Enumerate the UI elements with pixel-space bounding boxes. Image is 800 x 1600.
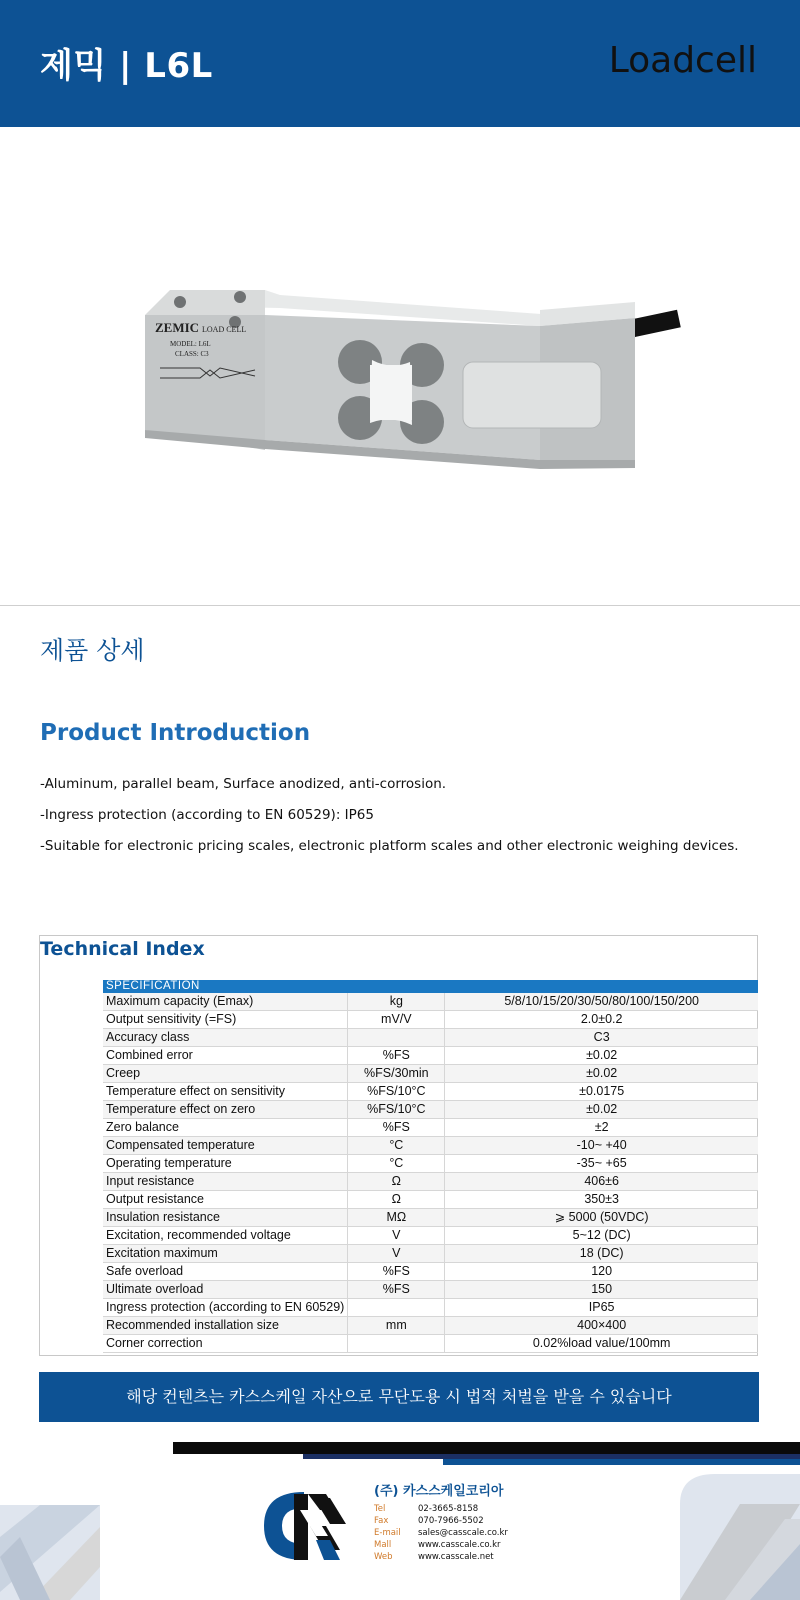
spec-parameter: Input resistance xyxy=(103,1173,348,1191)
spec-row xyxy=(103,1281,758,1299)
contact-row: Web www.casscale.net xyxy=(374,1552,494,1562)
product-category: Loadcell xyxy=(608,40,757,81)
company-name: (주) 카스스케일코리아 xyxy=(374,1484,504,1499)
spec-parameter: Temperature effect on zero xyxy=(103,1101,348,1119)
spec-row xyxy=(103,1119,758,1137)
email-link[interactable]: sales@casscale.co.kr xyxy=(418,1528,508,1538)
spec-row xyxy=(103,1047,758,1065)
spec-parameter: Ultimate overload xyxy=(103,1281,348,1299)
spec-value: ±2 xyxy=(445,1119,758,1137)
spec-row xyxy=(103,1335,758,1353)
spec-value: 5~12 (DC) xyxy=(445,1227,758,1245)
spec-value: ±0.02 xyxy=(445,1047,758,1065)
spec-parameter: Insulation resistance xyxy=(103,1209,348,1227)
spec-value: 400×400 xyxy=(445,1317,758,1335)
spec-row xyxy=(103,1263,758,1281)
spec-row xyxy=(103,1083,758,1101)
decorative-shape-left xyxy=(0,1497,105,1600)
intro-line: -Aluminum, parallel beam, Surface anodized, anti-corrosion. xyxy=(40,776,447,792)
spec-value: 150 xyxy=(445,1281,758,1299)
spec-parameter: Maximum capacity (Emax) xyxy=(103,993,348,1011)
spec-row xyxy=(103,1011,758,1029)
intro-line: -Ingress protection (according to EN 60529): IP65 xyxy=(40,807,374,823)
mall-link[interactable]: www.casscale.co.kr xyxy=(418,1540,501,1550)
contact-row: Fax 070-7966-5502 xyxy=(374,1516,484,1526)
spec-unit: %FS xyxy=(348,1047,445,1065)
spec-value: ⩾ 5000 (50VDC) xyxy=(445,1209,758,1227)
spec-value: ±0.0175 xyxy=(445,1083,758,1101)
intro-heading: Product Introduction xyxy=(40,720,311,746)
spec-parameter: Accuracy class xyxy=(103,1029,348,1047)
spec-row xyxy=(103,1245,758,1263)
contact-row: Tel 02-3665-8158 xyxy=(374,1504,479,1514)
label-brand: ZEMIC xyxy=(155,320,200,335)
spec-parameter: Corner correction xyxy=(103,1335,348,1353)
product-title: 제믹 | L6L xyxy=(40,46,213,86)
spec-value: 18 (DC) xyxy=(445,1245,758,1263)
technical-index-title: Technical Index xyxy=(40,938,205,960)
spec-parameter: Excitation, recommended voltage xyxy=(103,1227,348,1245)
spec-row xyxy=(103,1137,758,1155)
technical-index-panel xyxy=(39,935,758,1356)
spec-unit: %FS xyxy=(348,1263,445,1281)
detail-heading: 제품 상세 xyxy=(40,636,145,665)
spec-row xyxy=(103,1227,758,1245)
spec-row xyxy=(103,1065,758,1083)
spec-value: 5/8/10/15/20/30/50/80/100/150/200 xyxy=(445,993,758,1011)
spec-unit: %FS/30min xyxy=(348,1065,445,1083)
spec-parameter: Combined error xyxy=(103,1047,348,1065)
spec-unit: %FS xyxy=(348,1119,445,1137)
spec-unit: V xyxy=(348,1227,445,1245)
spec-unit: °C xyxy=(348,1137,445,1155)
spec-value: -10~ +40 xyxy=(445,1137,758,1155)
spec-parameter: Creep xyxy=(103,1065,348,1083)
spec-parameter: Excitation maximum xyxy=(103,1245,348,1263)
spec-unit: %FS/10°C xyxy=(348,1101,445,1119)
footer-bar-black xyxy=(173,1442,800,1454)
loadcell-product-image xyxy=(140,270,700,490)
company-logo xyxy=(264,1488,346,1564)
header-banner xyxy=(0,0,800,127)
spec-parameter: Output resistance xyxy=(103,1191,348,1209)
spec-unit: %FS/10°C xyxy=(348,1083,445,1101)
spec-unit: %FS xyxy=(348,1281,445,1299)
spec-row xyxy=(103,1029,758,1047)
spec-value: C3 xyxy=(445,1029,758,1047)
contact-row: Mall www.casscale.co.kr xyxy=(374,1540,501,1550)
spec-parameter: Temperature effect on sensitivity xyxy=(103,1083,348,1101)
footer-bar-blue xyxy=(443,1459,800,1465)
spec-unit: Ω xyxy=(348,1191,445,1209)
spec-header-row xyxy=(103,980,758,993)
spec-parameter: Compensated temperature xyxy=(103,1137,348,1155)
spec-value: 350±3 xyxy=(445,1191,758,1209)
contact-row: E-mail sales@casscale.co.kr xyxy=(374,1528,508,1538)
spec-unit xyxy=(348,1335,445,1353)
spec-value: ±0.02 xyxy=(445,1101,758,1119)
spec-value: -35~ +65 xyxy=(445,1155,758,1173)
spec-unit: MΩ xyxy=(348,1209,445,1227)
spec-row xyxy=(103,1101,758,1119)
spec-parameter: Ingress protection (according to EN 60529) xyxy=(103,1299,348,1317)
spec-row xyxy=(103,1317,758,1335)
spec-row xyxy=(103,1299,758,1317)
spec-parameter: Operating temperature xyxy=(103,1155,348,1173)
spec-unit: kg xyxy=(348,993,445,1011)
decorative-shape-right xyxy=(620,1474,800,1600)
spec-row xyxy=(103,993,758,1011)
label-type: LOAD CELL xyxy=(202,325,247,334)
spec-value: 120 xyxy=(445,1263,758,1281)
copyright-notice: 해당 컨텐츠는 카스스케일 자산으로 무단도용 시 법적 처벌을 받을 수 있습니다 xyxy=(39,1372,759,1422)
label-class: CLASS: C3 xyxy=(175,350,209,358)
spec-unit: °C xyxy=(348,1155,445,1173)
spec-unit: mV/V xyxy=(348,1011,445,1029)
spec-unit xyxy=(348,1299,445,1317)
spec-table xyxy=(103,980,758,1353)
spec-unit: Ω xyxy=(348,1173,445,1191)
spec-parameter: Zero balance xyxy=(103,1119,348,1137)
spec-unit: V xyxy=(348,1245,445,1263)
spec-row xyxy=(103,1173,758,1191)
spec-unit: mm xyxy=(348,1317,445,1335)
section-divider xyxy=(0,605,800,606)
company-info xyxy=(374,1480,508,1563)
web-link[interactable]: www.casscale.net xyxy=(418,1552,494,1562)
spec-unit xyxy=(348,1029,445,1047)
spec-value: IP65 xyxy=(445,1299,758,1317)
intro-line: -Suitable for electronic pricing scales, electronic platform scales and other electronic weighing devices. xyxy=(40,838,739,854)
spec-value: 406±6 xyxy=(445,1173,758,1191)
spec-row xyxy=(103,1191,758,1209)
spec-value: ±0.02 xyxy=(445,1065,758,1083)
spec-parameter: Safe overload xyxy=(103,1263,348,1281)
spec-parameter: Recommended installation size xyxy=(103,1317,348,1335)
spec-value: 0.02%load value/100mm xyxy=(445,1335,758,1353)
spec-header: SPECIFICATION xyxy=(103,980,758,993)
label-model: MODEL: L6L xyxy=(170,340,211,348)
spec-parameter: Output sensitivity (=FS) xyxy=(103,1011,348,1029)
spec-row xyxy=(103,1155,758,1173)
spec-row xyxy=(103,1209,758,1227)
spec-value: 2.0±0.2 xyxy=(445,1011,758,1029)
